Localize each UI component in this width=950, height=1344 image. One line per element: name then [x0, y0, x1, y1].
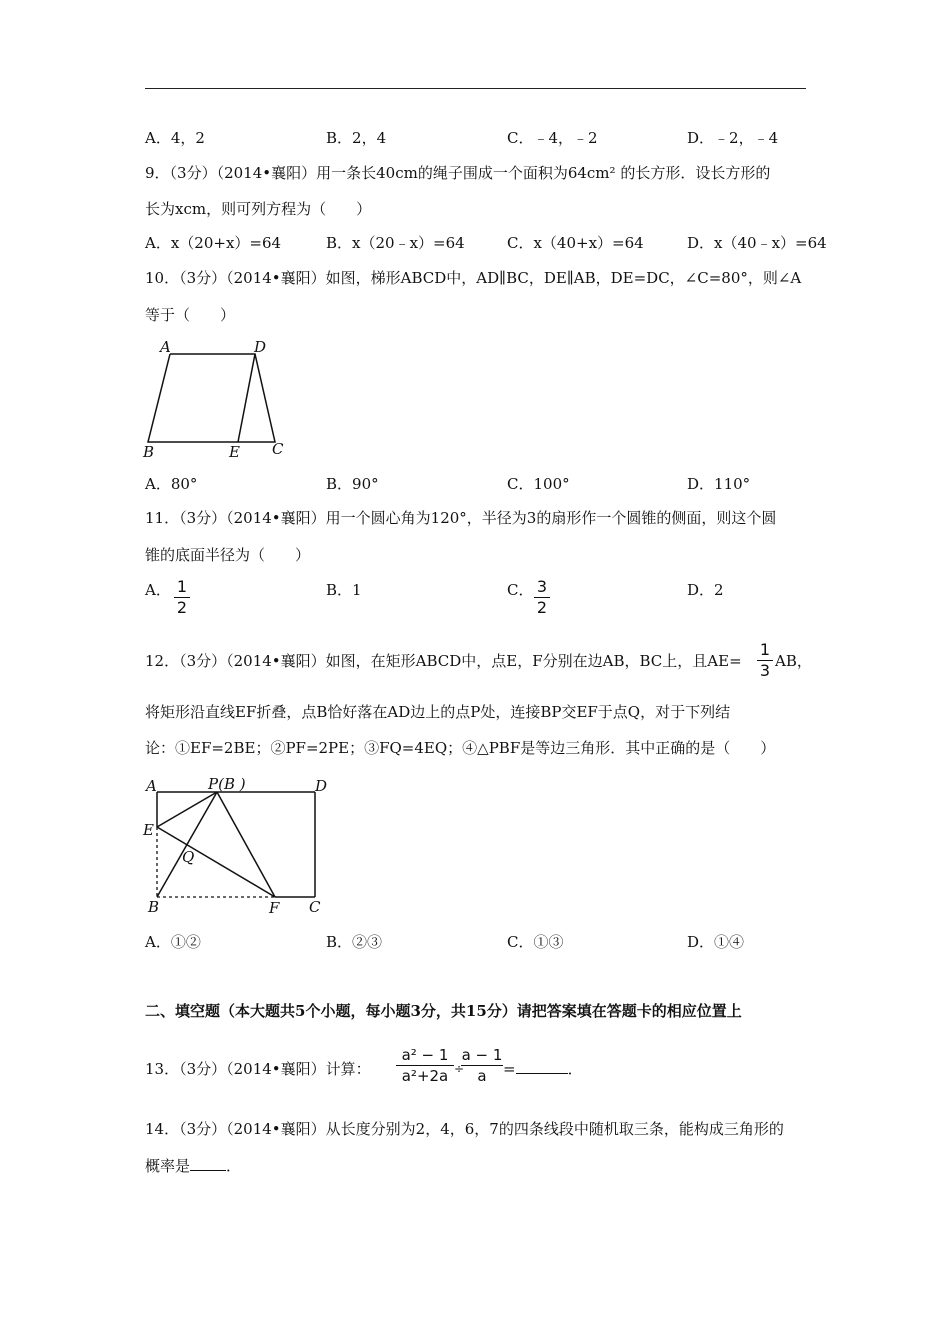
- q9-stem-line1: 9．（3分）（2014•襄阳）用一条长40cm的绳子围成一个面积为64cm² 的长方形．设长方形的: [145, 164, 771, 182]
- q10-option-a: A．80°: [145, 475, 198, 493]
- segment-pf: [217, 792, 275, 897]
- q8-option-b: B．2，4: [326, 129, 387, 147]
- q14-stem-line1: 14．（3分）（2014•襄阳）从长度分别为2，4，6，7的四条线段中随机取三条，能构成三角形的: [145, 1120, 784, 1138]
- q12-option-b: B．②③: [326, 933, 383, 951]
- q13-divide-sign: ÷: [454, 1062, 465, 1076]
- label-e: E: [143, 821, 154, 839]
- header-rule: [145, 88, 806, 89]
- q14-stem-line2: [145, 1156, 241, 1176]
- q10-option-b: B．90°: [326, 475, 379, 493]
- q10-stem-line1: 10．（3分）（2014•襄阳）如图，梯形ABCD中，AD∥BC，DE∥AB，DE=DC，∠C=80°，则∠A: [145, 269, 802, 287]
- q12-stem-line1a: 12．（3分）（2014•襄阳）如图，在矩形ABCD中，点E，F分别在边AB，BC上，且AE=: [145, 652, 742, 670]
- label-e: E: [229, 443, 240, 461]
- q9-option-d: D．x（40﹣x）=64: [687, 234, 827, 252]
- q8-option-c: C．﹣4，﹣2: [507, 129, 598, 147]
- q14-prefix: 概率是: [145, 1157, 191, 1175]
- q13-prefix: 13．（3分）（2014•襄阳）计算：: [145, 1060, 371, 1078]
- q13-fraction-1: [396, 1046, 454, 1085]
- q13-end-period: ．: [567, 1060, 583, 1078]
- q11-stem-line2: 锥的底面半径为（ ）: [145, 546, 311, 564]
- fraction-numerator: a − 1: [461, 1046, 503, 1064]
- q9-option-b: B．x（20﹣x）=64: [326, 234, 465, 252]
- q12-stem-line3: 论：①EF=2BE；②PF=2PE；③FQ=4EQ；④△PBF是等边三角形．其中正确的是（ ）: [145, 739, 776, 757]
- q11-stem-line1: 11．（3分）（2014•襄阳）用一个圆心角为120°，半径为3的扇形作一个圆锥的侧面，则这个圆: [145, 509, 777, 527]
- label-a: A: [146, 777, 157, 795]
- fraction-denominator: a²+2a: [401, 1067, 449, 1085]
- label-p-b: P(B ): [208, 775, 246, 793]
- label-b: B: [148, 898, 160, 916]
- q12-inline-fraction: [757, 641, 773, 680]
- equals-sign: =: [503, 1060, 516, 1078]
- q12-stem-line1b: AB，: [775, 652, 812, 670]
- q8-option-a: A．4，2: [145, 129, 205, 147]
- q12-option-d: D．①④: [687, 933, 745, 951]
- q9-option-a: A．x（20+x）=64: [145, 234, 282, 252]
- q11-option-d: D．2: [687, 581, 724, 599]
- q10-trapezoid-figure: [140, 336, 300, 462]
- q12-rectangle-figure: [140, 772, 340, 920]
- q10-option-d: D．110°: [687, 475, 751, 493]
- q12-stem-line2: 将矩形沿直线EF折叠，点B恰好落在AD边上的点P处，连接BP交EF于点Q，对于下列结: [145, 703, 731, 721]
- segment-de: [238, 354, 255, 442]
- q9-option-c: C．x（40+x）=64: [507, 234, 644, 252]
- segment-ef: [157, 827, 275, 897]
- section-heading: 二、填空题（本大题共5个小题，每小题3分，共15分）请把答案填在答题卡的相应位置上: [145, 1002, 742, 1020]
- q14-end-period: ．: [226, 1157, 242, 1175]
- fraction-denominator: 2: [536, 598, 548, 617]
- trapezoid-outline: [148, 354, 275, 442]
- q10-option-c: C．100°: [507, 475, 570, 493]
- q11-option-a-fraction: [174, 578, 190, 617]
- q11-option-b: B．1: [326, 581, 362, 599]
- label-a: A: [160, 338, 171, 356]
- label-f: F: [269, 899, 280, 917]
- segment-bp: [157, 792, 217, 897]
- q11-option-a-label: A．: [145, 581, 171, 599]
- fraction-denominator: 2: [176, 598, 188, 617]
- q10-stem-line2: 等于（ ）: [145, 306, 236, 324]
- q13-fraction-2: [461, 1046, 503, 1085]
- label-b: B: [143, 443, 155, 461]
- label-c: C: [272, 440, 284, 458]
- fraction-numerator: a² − 1: [401, 1046, 449, 1064]
- label-q: Q: [182, 848, 195, 866]
- label-d: D: [315, 777, 328, 795]
- fraction-numerator: 3: [536, 577, 548, 596]
- segment-ep: [157, 792, 217, 827]
- fraction-denominator: 3: [759, 661, 771, 680]
- fraction-numerator: 1: [759, 640, 771, 659]
- q13-answer-blank: [503, 1059, 583, 1079]
- fraction-numerator: 1: [176, 577, 188, 596]
- q8-option-d: D．﹣2，﹣4: [687, 129, 779, 147]
- q12-option-a: A．①②: [145, 933, 201, 951]
- label-c: C: [309, 898, 321, 916]
- q12-option-c: C．①③: [507, 933, 564, 951]
- label-d: D: [254, 338, 267, 356]
- q11-option-c-fraction: [534, 578, 550, 617]
- q11-option-c-label: C．: [507, 581, 534, 599]
- q9-stem-line2: 长为xcm，则可列方程为（ ）: [145, 200, 372, 218]
- fraction-denominator: a: [477, 1067, 487, 1085]
